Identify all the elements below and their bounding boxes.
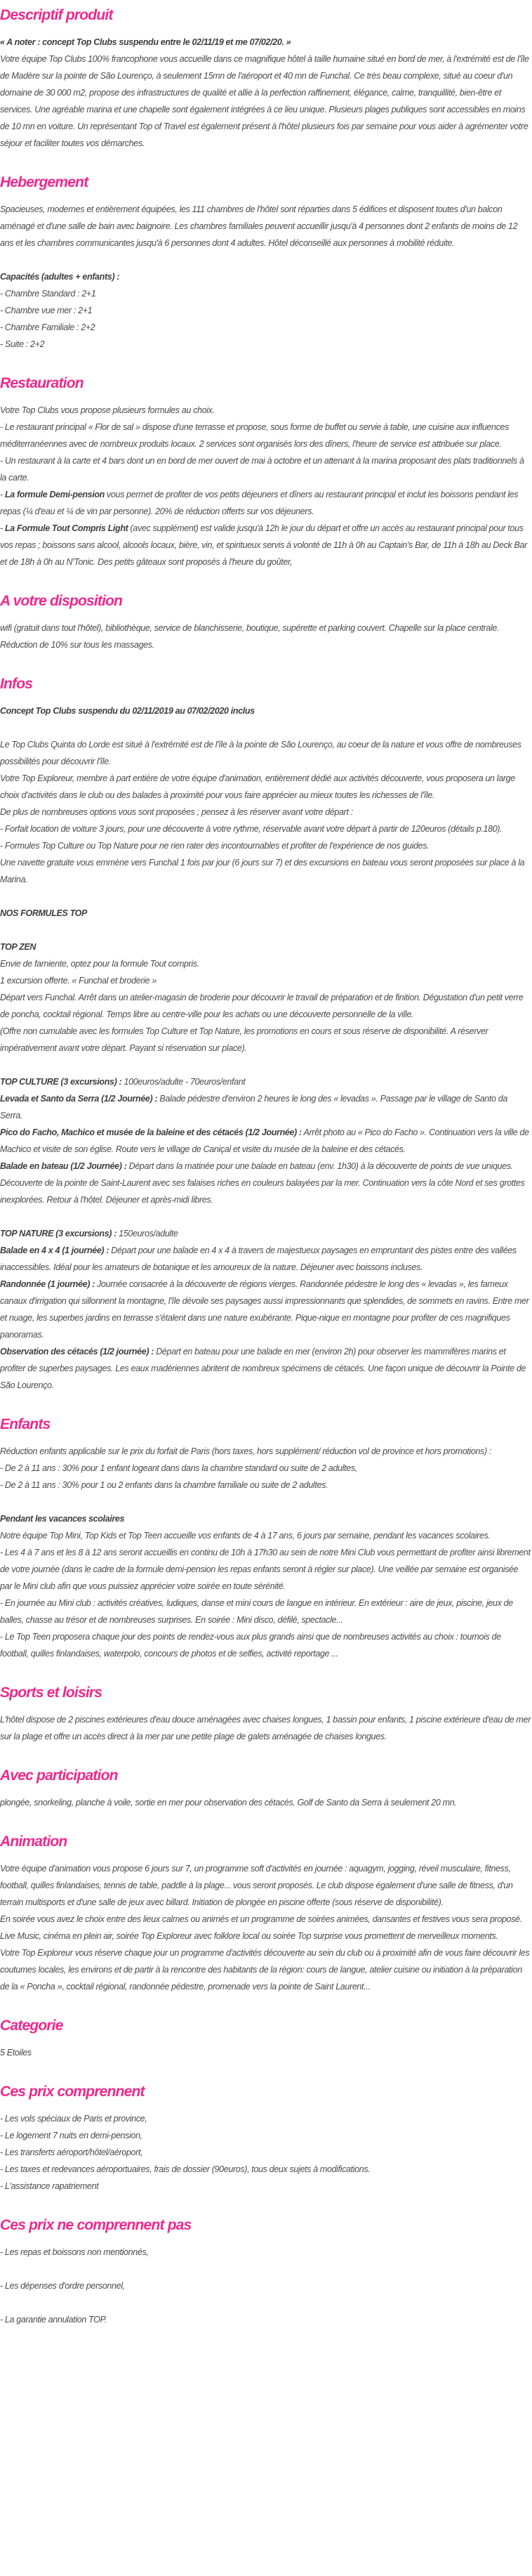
section-title-comprennent: Ces prix comprennent: [0, 2084, 145, 2100]
section-title-animation: Animation: [0, 1833, 67, 1850]
enfants-paragraph: - De 2 à 11 ans : 30% pour 1 ou 2 enfants dans la chambre familiale ou suite de 2 adultes.: [0, 1480, 328, 1490]
bullet-dash: -: [0, 490, 5, 499]
top-nature-price: 150euros/adulte: [117, 1229, 178, 1238]
descriptif-body: Votre équipe Top Clubs 100% francophone vous accueille dans ce magnifique hôtel à taille humaine situé en bord de mer, à l'extrémité est de l'île de Madère sur la pointe de São Lourenço, à seulement 15mn de l'aéroport et 40 mn de Funchal. Ce très beau complexe, situé au coeur d'un domaine de 30 000 m2, propose des infrastructures de qualité et allie à la perfection raffinement, élégance, calme, tranquillité, bien-être et services. Une agréable marina et une chapelle sont également intégrées à ce lieu unique. Plusieurs plages publiques sont accessibles en moins de 10 mn en voiture. Un représentant Top of Travel est également présent à l'hôtel plusieurs fois par semaine pour vous aider à agrémenter votre séjour et faciliter toutes vos démarches.: [0, 54, 529, 148]
excursion-name: Pico do Facho, Machico et musée de la baleine et des cétacés (1/2 Journée) :: [0, 1127, 302, 1137]
excluded-item: - Les dépenses d'ordre personnel,: [0, 2281, 125, 2291]
restauration-item: [0, 486, 531, 520]
section-disposition: [0, 570, 531, 653]
suspension-note: « A noter : concept Top Clubs suspendu entre le 02/11/19 et me 07/02/20. »: [0, 37, 291, 47]
infos-paragraph: Une navette gratuite vous emmène vers Funchal 1 fois par jour (6 jours sur 7) et des excursions en bateau vous seront proposées sur place à la Marina.: [0, 858, 525, 884]
section-title-restauration: Restauration: [0, 375, 84, 391]
section-title-ne-comprennent-pas: Ces prix ne comprennent pas: [0, 2217, 192, 2233]
top-zen-line: Départ vers Funchal. Arrêt dans un atelier-magasin de broderie pour découvrir le travail de préparation et de finition. Dégustation d'un petit verre de poncha, cocktail régional. Temps libre au centre-ville pour les achats ou une découverte personnelle de la ville.: [0, 993, 524, 1019]
excursion-name: Balade en 4 x 4 (1 journée) :: [0, 1245, 109, 1255]
enfants-paragraph: - De 2 à 11 ans : 30% pour 1 enfant logeant dans dans la chambre standard ou suite de 2 adultes,: [0, 1463, 357, 1473]
sports-body: L'hôtel dispose de 2 piscines extérieures d'eau douce aménagées avec chaises longues, 1 bassin pour enfants, 1 piscine extérieure d'eau de mer sur la plage et offre un accès direct à la mer par une petite plage de galets aménagée de chaises longues.: [0, 1715, 531, 1741]
top-zen-line: (Offre non cumulable avec les formules Top Culture et Top Nature, les promotions en cours et sous réserve de disponibilité. A réserver impérativement avant votre départ. Payant si réservation sur place).: [0, 1026, 488, 1053]
included-item: - L'assistance rapatriement: [0, 2181, 99, 2191]
excursion-name: Observation des cétacés (1/2 journée) :: [0, 1347, 154, 1356]
excursion-item: [0, 1124, 531, 1158]
infos-paragraph: Le Top Clubs Quinta do Lorde est situé à l'extrémité est de l'île à la pointe de São Lourenço, au coeur de la nature et vous offre de nombreuses possibilités pour découvrir l'île.: [0, 740, 521, 766]
section-title-hebergement: Hebergement: [0, 174, 88, 190]
section-enfants: [0, 1394, 531, 1662]
top-nature-title: [0, 1225, 531, 1242]
included-item: - Le logement 7 nuits en demi-pension,: [0, 2131, 142, 2140]
section-hebergement: [0, 152, 531, 353]
included-item: - Les vols spéciaux de Paris et province,: [0, 2114, 147, 2124]
infos-suspension: Concept Top Clubs suspendu du 02/11/2019 au 07/02/2020 inclus: [0, 706, 255, 716]
top-zen-line: 1 excursion offerte. « Funchal et broderie »: [0, 976, 157, 986]
excursion-item: [0, 1158, 531, 1208]
section-prix-comprennent: [0, 2061, 531, 2195]
bullet-dash: -: [0, 523, 5, 533]
excursion-name: Randonnée (1 journée) :: [0, 1279, 95, 1289]
section-title-enfants: Enfants: [0, 1416, 51, 1432]
disposition-body: wifi (gratuit dans tout l'hôtel), bibliothèque, service de blanchisserie, boutique, supérette et parking couvert. Chapelle sur la place centrale. Réduction de 10% sur tous les massages.: [0, 623, 500, 650]
formule-demi-pension-text: vous permet de profiter de vos petits déjeuners et dîners au restaurant principal et inclut les boissons pendant les repas (¼ d'eau et ¼ de vin par personne). 20% de réduction offerts sur vos déjeuners.: [0, 490, 519, 516]
included-item: - Les taxes et redevances aéroportuaires, frais de dossier (90euros), tous deux sujets à modifications.: [0, 2164, 371, 2174]
participation-body: plongée, snorkeling, planche à voile, sortie en mer pour observation des cétacés. Golf de Santo da Serra à seulement 20 mn.: [0, 1798, 457, 1807]
animation-paragraph: En soirée vous avez le choix entre des lieux calmes ou animés et un programme de soirées animées, dansantes et festives vous sera proposé. Live Music, cinéma en plein air, soirée Top Exploreur avec folklore local ou soirée Top surprise vous promettent de merveilleux moments.: [0, 1914, 522, 1941]
top-nature-label: TOP NATURE (3 excursions) :: [0, 1229, 117, 1238]
excursion-item: [0, 1090, 531, 1124]
excursion-desc: Balade pédestre d'environ 2 heures le long des « levadas ». Passage par le village de Santo da Serra.: [0, 1094, 507, 1120]
excursion-desc: Départ dans la matinée pour une balade en bateau (env. 1h30) à la découverte de points de vue uniques. Découverte de la pointe de Saint-Laurent avec ses falaises riches en couleurs balayées par la mer. Continuation vers la côte Nord et ses grottes inexplorées. Retour à l'hôtel. Déjeuner et après-midi libres.: [0, 1161, 525, 1205]
vacances-paragraph: Notre équipe Top Mini, Top Kids et Top Teen accueille vos enfants de 4 à 17 ans, 6 jours par semaine, pendant les vacances scolaires.: [0, 1531, 491, 1541]
categorie-value: 5 Etoiles: [0, 2048, 32, 2058]
capacity-item: - Suite : 2+2: [0, 339, 45, 349]
infos-paragraph: De plus de nombreuses options vous sont proposées ; pensez à les réserver avant votre départ :: [0, 807, 353, 817]
restauration-intro: Votre Top Clubs vous propose plusieurs formules au choix.: [0, 405, 215, 415]
section-title-participation: Avec participation: [0, 1767, 118, 1784]
excursion-desc: Arrêt photo au « Pico do Facho ». Continuation vers la ville de Machico et visite de son église. Route vers le village de Caniçal et visite du musée de la baleine et des cétacés.: [0, 1127, 529, 1154]
infos-paragraph: - Forfait location de voiture 3 jours, pour une découverte à votre rythme, réservable avant votre départ à partir de 120euros (détails p.180).: [0, 824, 503, 834]
enfants-paragraph: Réduction enfants applicable sur le prix du forfait de Paris (hors taxes, hors supplément/ réduction vol de province et hors promotions) :: [0, 1446, 492, 1456]
restauration-item: - Le restaurant principal « Flor de sal » dispose d'une terrasse et propose, sous forme de buffet ou servie à table, une cuisine aux influences méditerranéennes avec de nombreux produits locaux. 2 services sont organisés lors des dîners, l'heure de service est attribuée sur place.: [0, 422, 510, 449]
top-culture-price: 100euros/adulte - 70euros/enfant: [121, 1077, 246, 1087]
excursion-name: Balade en bateau (1/2 Journée) :: [0, 1161, 127, 1171]
section-title-infos: Infos: [0, 676, 33, 692]
section-title-sports: Sports et loisirs: [0, 1685, 102, 1701]
infos-paragraph: Votre Top Exploreur, membre à part entière de votre équipe d'animation, entièrement dédié aux activités découverte, vous proposera un large choix d'activités dans le club ou des balades à proximité pour vous faire apprécier au mieux toutes les richesses de l'île.: [0, 773, 515, 800]
excursion-name: Levada et Santo da Serra (1/2 Journée) :: [0, 1094, 158, 1104]
excursion-desc: Journée consacrée à la découverte de régions vierges. Randonnée pédestre le long des « levadas », les fameux canaux d'irrigation qui sillonnent la montagne, l'île dévoile ses paysages aussi impressionnants que splendides, de sommets en ravins. Entre mer et nuage, les superbes jardins en terrasse s'étalent dans une nature exubérante. Pique-nique en montagne pour profiter de ces magnifiques panoramas.: [0, 1279, 529, 1340]
excursion-desc: Départ pour une balade en 4 x 4 à travers de majestueux paysages en empruntant des pistes entre des vallées inaccessibles. Idéal pour les amateurs de botanique et les amoureux de la nature. Déjeuner avec boissons incluses.: [0, 1245, 517, 1272]
excursion-item: [0, 1242, 531, 1276]
top-zen-title: TOP ZEN: [0, 942, 36, 952]
infos-paragraph: - Formules Top Culture ou Top Nature pour ne rien rater des incontournables et profiter de l'expérience de nos guides.: [0, 841, 430, 851]
capacity-item: - Chambre vue mer : 2+1: [0, 306, 93, 315]
vacances-title: Pendant les vacances scolaires: [0, 1514, 125, 1524]
formule-tout-compris-label: La Formule Tout Compris Light: [4, 523, 128, 533]
excursion-item: [0, 1276, 531, 1343]
animation-paragraph: Votre équipe d'animation vous propose 6 jours sur 7, un programme soft d'activités en journée : aquagym, jogging, réveil musculaire, fitness, football, quilles finlandaises, tennis de table, paddle à la plage... vous seront proposés. Le club dispose également d'une salle de fitness, d'un terrain multisports et d'une salle de jeux avec billard. Initiation de plongée en piscine offerte (sous réserve de disponibilité).: [0, 1864, 513, 1907]
section-animation: [0, 1811, 531, 1995]
vacances-paragraph: - En journée au Mini club : activités créatives, ludiques, danse et mini cours de langue en intérieur. En extérieur : aire de jeux, piscine, jeux de balles, chasse au trésor et de nombreuses surprises. En soirée : Mini disco, défilé, spectacle...: [0, 1598, 513, 1625]
top-culture-title: [0, 1073, 531, 1090]
section-sports: [0, 1662, 531, 1745]
formule-top-zen: [0, 939, 531, 1057]
restauration-item: [0, 520, 531, 570]
capacities-label: Capacités (adultes + enfants) :: [0, 272, 120, 282]
vacances-paragraph: - Le Top Teen proposera chaque jour des points de rendez-vous aux plus grands ainsi que de nombreuses activités au choix : tournois de football, quilles finlandaises, waterpolo, concours de photos et de selfies, activité reportage ...: [0, 1632, 501, 1659]
vacances-paragraph: - Les 4 à 7 ans et les 8 à 12 ans seront accueillis en continu de 10h à 17h30 au sein de notre Mini Club vous permettant de profiter ainsi librement de votre journée (dans le cadre de la formule demi-pension les repas enfants seront à régler sur place). Une veillée par semaine est organisée par le Mini club afin que vous puissiez apprécier votre soirée en toute sérénité.: [0, 1548, 531, 1591]
formule-demi-pension-label: La formule Demi-pension: [4, 490, 105, 499]
capacity-item: - Chambre Standard : 2+1: [0, 289, 96, 299]
section-title-disposition: A votre disposition: [0, 593, 123, 609]
formule-top-nature: [0, 1225, 531, 1394]
section-infos: [0, 653, 531, 1394]
included-item: - Les transferts aéroport/hôtel/aéroport,: [0, 2147, 143, 2157]
formule-tout-compris-text: (avec supplément) est valide jusqu'à 12h le jour du départ et offre un accès au restaurant principal pour tous vos repas ; boissons sans alcool, alcools locaux, bière, vin, et spiritueux servis à volonté de 11h à 0h au Captain's Bar, de 11h à 18h au Deck Bar et de 18h à 0h au N'Tonic. Des petits gâteaux sont proposés à l'heure du goûter,: [0, 523, 527, 567]
excluded-item: - La garantie annulation TOP.: [0, 2315, 107, 2325]
formules-title: NOS FORMULES TOP: [0, 908, 88, 918]
top-zen-line: Envie de farniente, optez pour la formule Tout compris.: [0, 959, 199, 969]
capacity-item: - Chambre Familiale : 2+2: [0, 322, 95, 332]
section-title-categorie: Categorie: [0, 2018, 63, 2034]
formule-top-culture: [0, 1073, 531, 1208]
section-restauration: [0, 353, 531, 570]
excursion-item: [0, 1343, 531, 1394]
restauration-item: - Un restaurant à la carte et 4 bars dont un en bord de mer ouvert de mai à octobre et un attenant à la marina proposant des plats traditionnels à la carte.: [0, 456, 524, 483]
excluded-item: - Les repas et boissons non mentionnés,: [0, 2247, 149, 2257]
section-descriptif: [0, 0, 531, 152]
section-prix-ne-comprennent-pas: [0, 2195, 531, 2328]
section-categorie: [0, 1995, 531, 2061]
top-culture-label: TOP CULTURE (3 excursions) :: [0, 1077, 122, 1087]
hebergement-body: Spacieuses, modernes et entièrement équipées, les 111 chambres de l'hôtel sont réparties dans 5 édifices et disposent toutes d'un balcon aménagé et d'une salle de bain avec baignoire. Les chambres familiales peuvent accueillir jusqu'à 4 personnes dont 2 enfants de moins de 12 ans et les chambres communicantes jusqu'à 6 personnes dont 4 adultes. Hôtel déconseillé aux personnes à mobilité réduite.: [0, 204, 518, 248]
animation-paragraph: Votre Top Exploreur vous réserve chaque jour un programme d'activités découverte au sein du club ou à proximité afin de vous faire découvrir les coutumes locales, les environs et de partir à la rencontre des habitants de la région: cours de langue, atelier cuisine ou initiation à la préparation de la « Poncha », cocktail régional, randonnée pédestre, promenade vers la pointe de Saint Laurent...: [0, 1948, 530, 1992]
excursion-desc: Départ en bateau pour une balade en mer (environ 2h) pour observer les mammifères marins et profiter de superbes paysages. Les eaux madériennes abritent de nombreux spécimens de cétacés. Une façon unique de découvrir la Pointe de São Lourenço.: [0, 1347, 526, 1390]
section-participation: [0, 1745, 531, 1811]
section-title-descriptif: Descriptif produit: [0, 7, 113, 23]
